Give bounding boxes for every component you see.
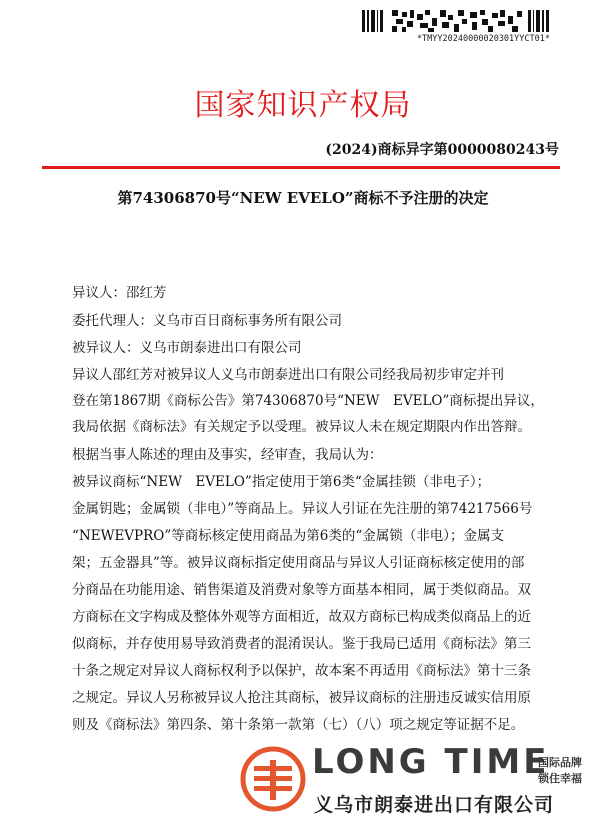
watermark-company: 义乌市朗泰进出口有限公司 [314,794,555,816]
brand-watermark: LONG TIME [312,742,550,782]
decision-subject: 第74306870号“NEW EVELO”商标不予注册的决定 [117,189,489,207]
body-line: 我局依据《商标法》有关规定予以受理。被异议人未在规定期限内作出答辩。 [72,419,531,435]
barcode-image [362,10,550,32]
document-number: (2024)商标异字第0000080243号 [325,142,559,158]
brand-slogan-line1: 国际品牌 [538,756,582,769]
agent-line: 委托代理人：义乌市百日商标事务所有限公司 [72,313,342,329]
body-line: 异议人邵红芳对被异议人义乌市朗泰进出口有限公司经我局初步审定并刊 [72,367,504,383]
brand-slogan-line2: 锁住幸福 [538,772,582,785]
body-line: 架；五金器具”等。被异议商标指定使用商品与异议人引证商标核定使用的部 [72,555,525,571]
opponent-line: 异议人：邵红芳 [72,285,167,301]
respondent-line: 被异议人：义乌市朗泰进出口有限公司 [72,340,302,356]
barcode-code: *TMYY20240000020301YYCT01* [416,34,550,44]
body-line: “NEWEVPRO”等商标核定使用商品为第6类的“金属锁（非电）；金属支 [72,528,505,544]
lock-logo-icon [240,746,306,812]
body-line: 金属钥匙；金属锁（非电）”等商品上。异议人引证在先注册的第74217566号 [72,501,533,517]
body-line: 十条之规定对异议人商标权利予以保护，故本案不再适用《商标法》第十三条 [72,663,531,679]
body-line: 登在第1867期《商标公告》第74306870号“NEW EVELO”商标提出异议， [72,393,544,409]
body-line: 分商品在功能用途、销售渠道及消费对象等方面基本相同，属于类似商品。双 [72,582,531,598]
header-divider [42,166,560,169]
body-line: 方商标在文字构成及整体外观等方面相近，故双方商标已构成类似商品上的近 [72,609,531,625]
body-line: 被异议商标“NEW EVELO”指定使用于第6类“金属挂锁（非电子）； [72,474,491,490]
body-line: 似商标，并存使用易导致消费者的混淆误认。鉴于我局已适用《商标法》第三 [72,636,531,652]
body-line: 则及《商标法》第四条、第十条第一款第（七）（八）项之规定等证据不足。 [72,717,525,733]
body-line: 之规定。异议人另称被异议人抢注其商标，被异议商标的注册违反诚实信用原 [72,690,531,706]
office-title: 国家知识产权局 [194,88,412,123]
body-line: 根据当事人陈述的理由及事实，经审查，我局认为： [72,447,383,463]
